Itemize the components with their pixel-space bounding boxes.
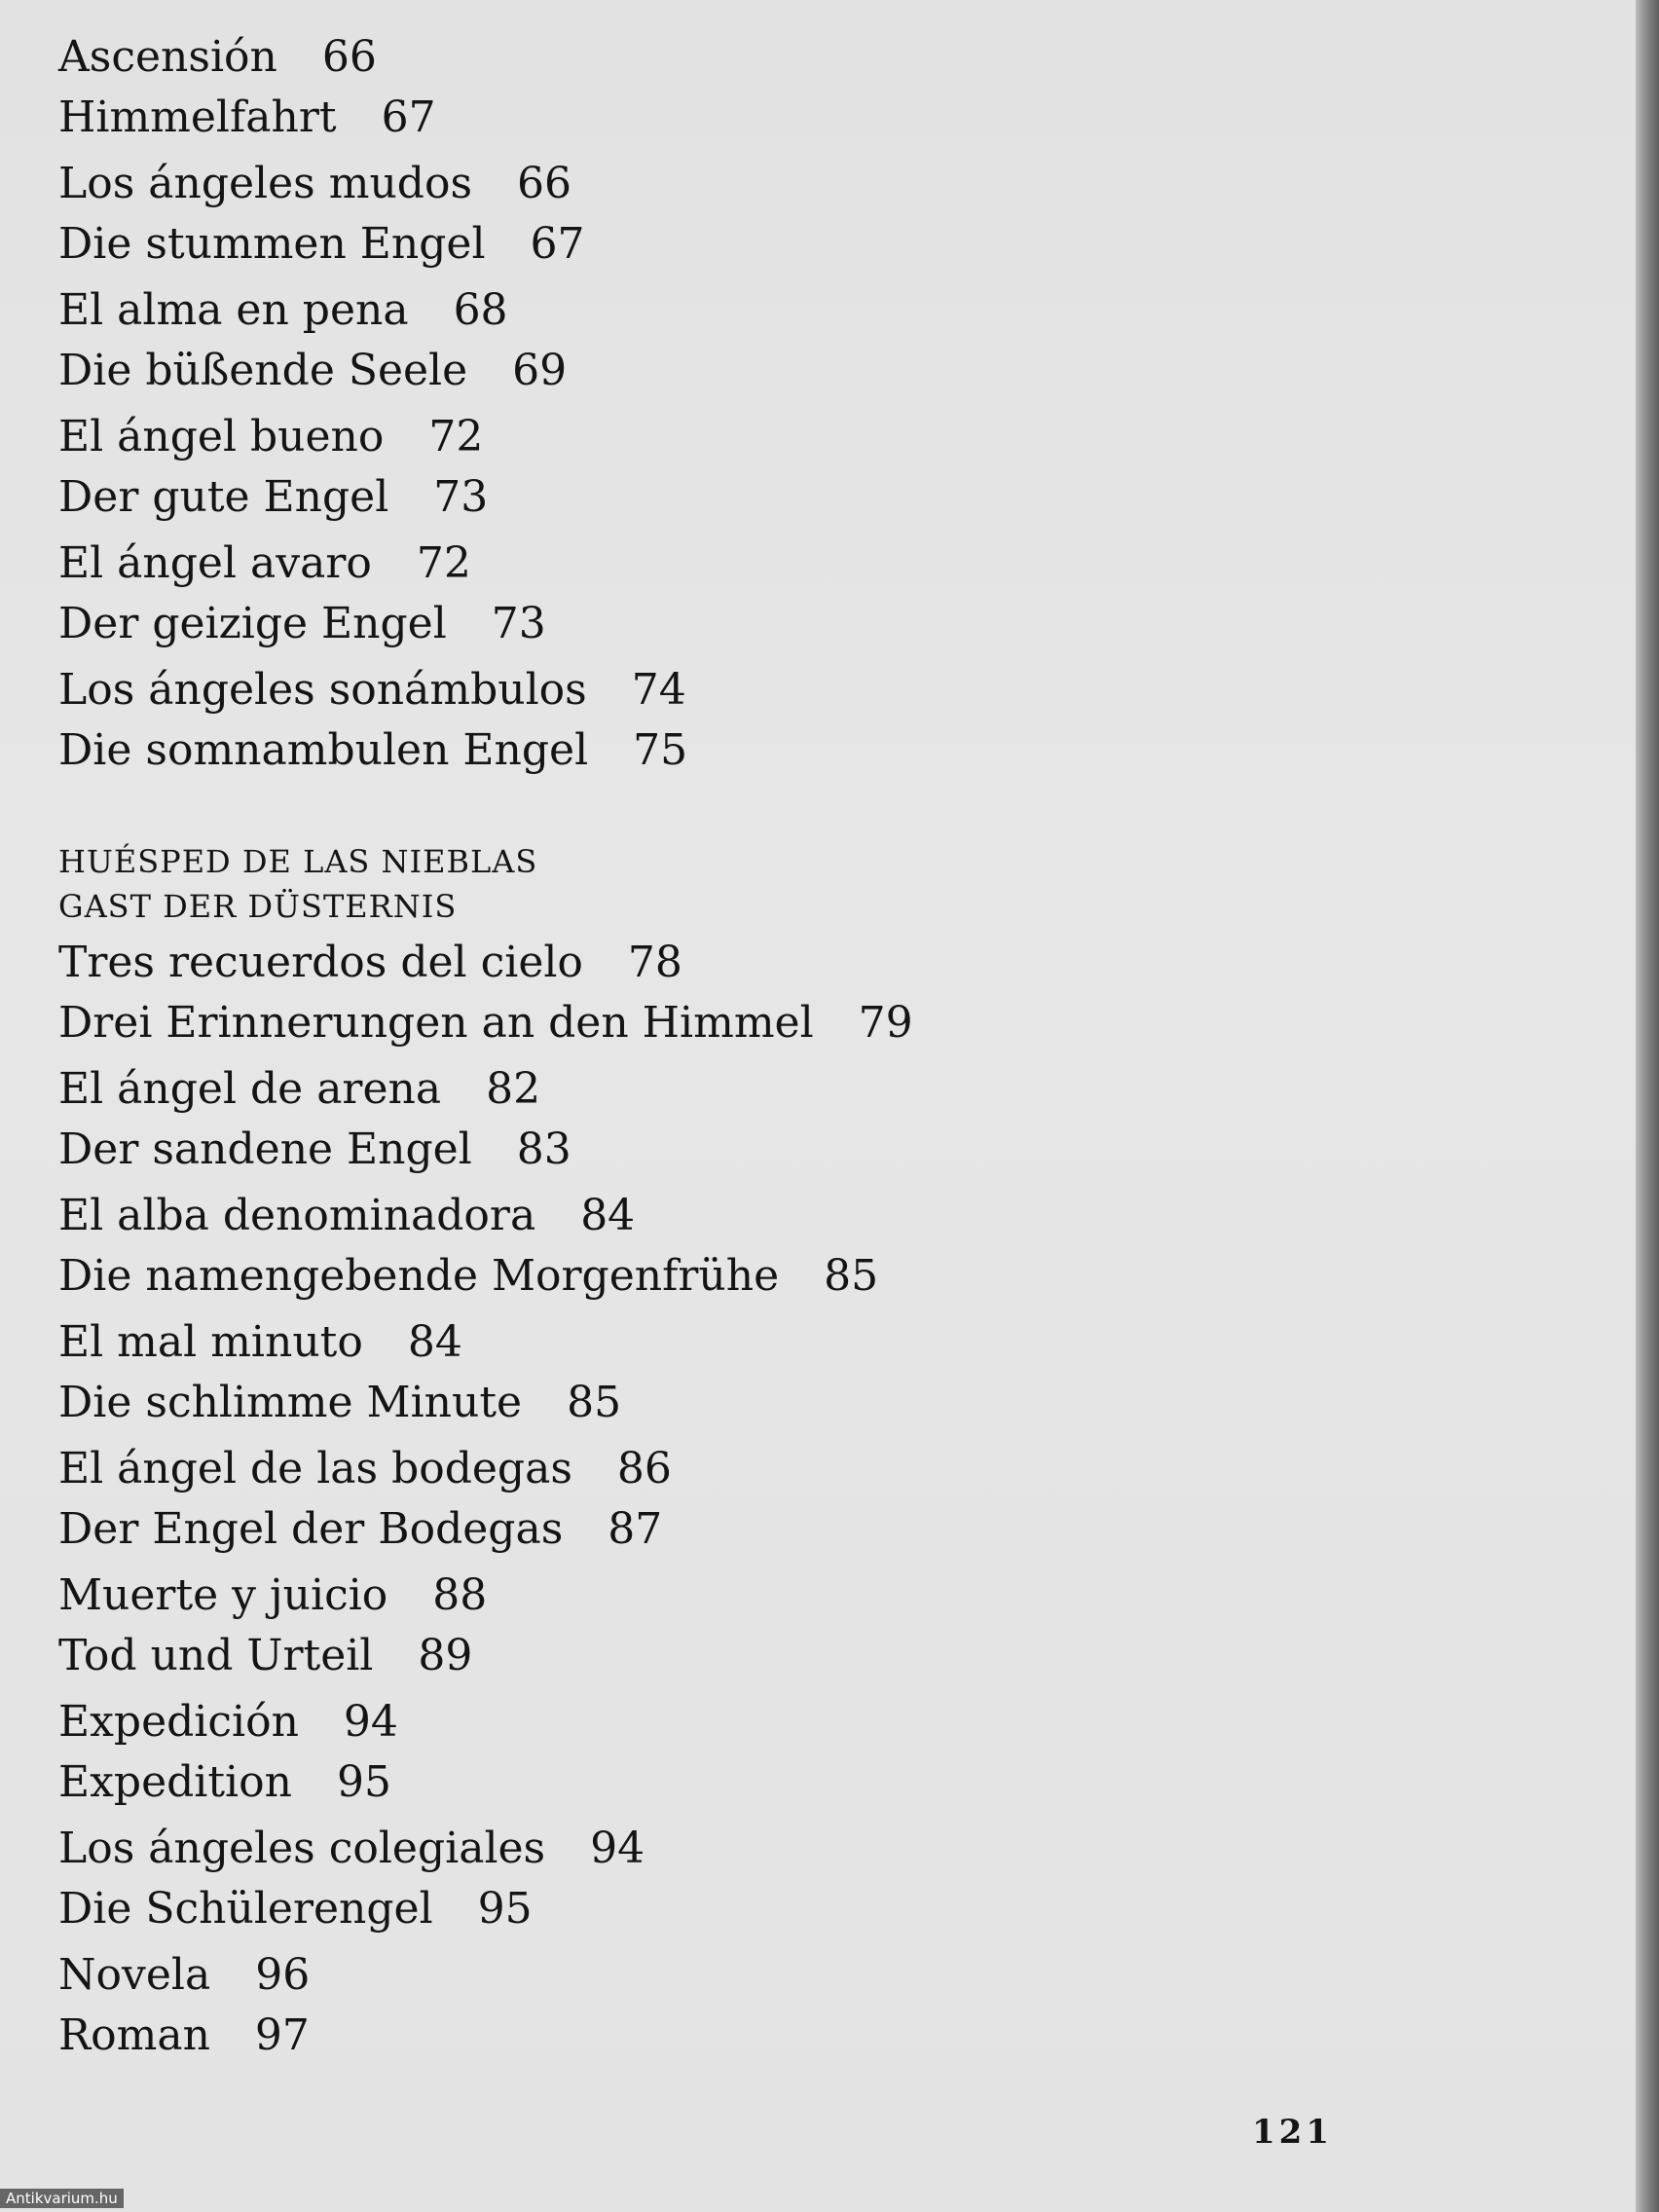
toc-title-german: Drei Erinnerungen an den Himmel [58,998,814,1048]
toc-title-german: Tod und Urteil [58,1631,374,1680]
toc-page-german: 95 [336,1757,391,1807]
toc-title-spanish: El alma en pena [58,285,409,335]
page-number: 121 [1252,2113,1333,2152]
toc-line-spanish [58,660,1032,720]
toc-title-spanish: Expedición [58,1697,299,1747]
toc-page-german: 85 [567,1378,622,1427]
toc-title-german: Roman [58,2010,210,2060]
section-heading-de: GAST DER DÜSTERNIS [58,888,458,925]
toc-page-spanish: 74 [631,665,686,715]
toc-title-german: Die somnambulen Engel [58,725,589,775]
toc-line-german [58,341,1032,401]
toc-title-spanish: El ángel de arena [58,1064,442,1114]
toc-entry-pair [58,1945,1032,2066]
entries-top [58,27,1032,781]
toc-line-german [58,467,1032,528]
toc-line-spanish [58,1439,1032,1499]
toc-page-spanish: 66 [321,32,377,82]
section-header [58,839,1032,929]
toc-title-spanish: El alba denominadora [58,1191,536,1240]
toc-title-german: Die namengebende Morgenfrühe [58,1251,780,1301]
toc-page-german: 73 [433,472,489,522]
watermark: Antikvarium.hu [0,2189,124,2208]
toc-page-spanish: 72 [416,538,471,588]
toc-line-spanish [58,407,1032,467]
toc-line-spanish [58,933,1032,993]
toc-line-spanish [58,280,1032,341]
toc-page-german: 89 [418,1631,473,1680]
toc-page-german: 67 [381,92,436,142]
toc-page-spanish: 72 [428,412,484,461]
toc-title-german: Der Engel der Bodegas [58,1504,564,1554]
toc-title-spanish: Los ángeles sonámbulos [58,665,587,715]
toc-line-spanish [58,154,1032,214]
toc-line-german [58,720,1032,781]
toc-title-spanish: El ángel avaro [58,538,372,588]
toc-page-german: 85 [824,1251,879,1301]
toc-line-spanish [58,1312,1032,1373]
toc-entry-pair [58,407,1032,528]
entries-bottom [58,933,1032,2066]
toc-page-german: 83 [516,1124,571,1174]
toc-title-spanish: El ángel bueno [58,412,385,461]
toc-title-german: Die stummen Engel [58,219,486,269]
toc-page-spanish: 88 [432,1570,488,1620]
table-of-contents [58,27,1032,2072]
toc-title-german: Der geizige Engel [58,599,447,648]
toc-page-german: 75 [633,725,688,775]
toc-title-german: Der gute Engel [58,472,389,522]
toc-line-spanish [58,1566,1032,1626]
toc-page-german: 87 [608,1504,663,1554]
toc-line-german [58,1246,1032,1307]
toc-line-german [58,1120,1032,1180]
page-edge [1636,0,1659,2212]
toc-line-german [58,993,1032,1053]
toc-title-spanish: Los ángeles mudos [58,159,473,208]
toc-page-spanish: 84 [407,1317,462,1367]
toc-entry-pair [58,154,1032,275]
toc-page-spanish: 86 [616,1444,672,1493]
toc-page-german: 69 [512,346,568,395]
toc-title-spanish: Muerte y juicio [58,1570,388,1620]
toc-page-german: 67 [530,219,585,269]
toc-title-german: Der sandene Engel [58,1124,472,1174]
toc-title-spanish: El ángel de las bodegas [58,1444,572,1493]
toc-page-spanish: 78 [627,938,682,987]
toc-entry-pair [58,1312,1032,1433]
toc-page-spanish: 82 [486,1064,541,1114]
toc-title-spanish: El mal minuto [58,1317,363,1367]
toc-line-german [58,1879,1032,1939]
toc-title-german: Die Schülerengel [58,1884,433,1934]
toc-line-german [58,88,1032,148]
toc-entry-pair [58,27,1032,148]
toc-line-spanish [58,1692,1032,1752]
toc-page-german: 79 [858,998,913,1048]
toc-line-german [58,1373,1032,1433]
toc-page-spanish: 68 [453,285,508,335]
toc-title-german: Himmelfahrt [58,92,337,142]
toc-entry-pair [58,933,1032,1053]
toc-entry-pair [58,1819,1032,1939]
toc-page-spanish: 96 [255,1950,311,2000]
toc-title-spanish: Tres recuerdos del cielo [58,938,583,987]
toc-entry-pair [58,1692,1032,1813]
toc-title-spanish: Novela [58,1950,211,2000]
toc-line-spanish [58,534,1032,594]
toc-page-german: 97 [254,2010,310,2060]
toc-entry-pair [58,660,1032,781]
toc-line-german [58,1626,1032,1686]
toc-line-spanish [58,1945,1032,2006]
toc-entry-pair [58,534,1032,654]
toc-page-spanish: 84 [580,1191,636,1240]
toc-line-german [58,1499,1032,1560]
toc-line-spanish [58,27,1032,88]
toc-line-german [58,594,1032,654]
toc-entry-pair [58,280,1032,401]
toc-line-spanish [58,1059,1032,1120]
toc-line-german [58,1752,1032,1813]
toc-page-spanish: 94 [343,1697,398,1747]
toc-line-german [58,214,1032,275]
toc-entry-pair [58,1439,1032,1560]
toc-title-german: Expedition [58,1757,292,1807]
toc-title-spanish: Ascensión [58,32,277,82]
toc-line-german [58,2006,1032,2066]
toc-line-spanish [58,1186,1032,1246]
toc-title-german: Die schlimme Minute [58,1378,523,1427]
toc-title-german: Die büßende Seele [58,346,468,395]
toc-entry-pair [58,1566,1032,1686]
toc-page-spanish: 94 [590,1824,645,1873]
section-heading-es: HUÉSPED DE LAS NIEBLAS [58,843,538,880]
toc-page-spanish: 66 [517,159,572,208]
toc-page-german: 73 [491,599,546,648]
toc-entry-pair [58,1186,1032,1307]
toc-line-spanish [58,1819,1032,1879]
toc-entry-pair [58,1059,1032,1180]
toc-page-german: 95 [477,1884,533,1934]
toc-title-spanish: Los ángeles colegiales [58,1824,546,1873]
